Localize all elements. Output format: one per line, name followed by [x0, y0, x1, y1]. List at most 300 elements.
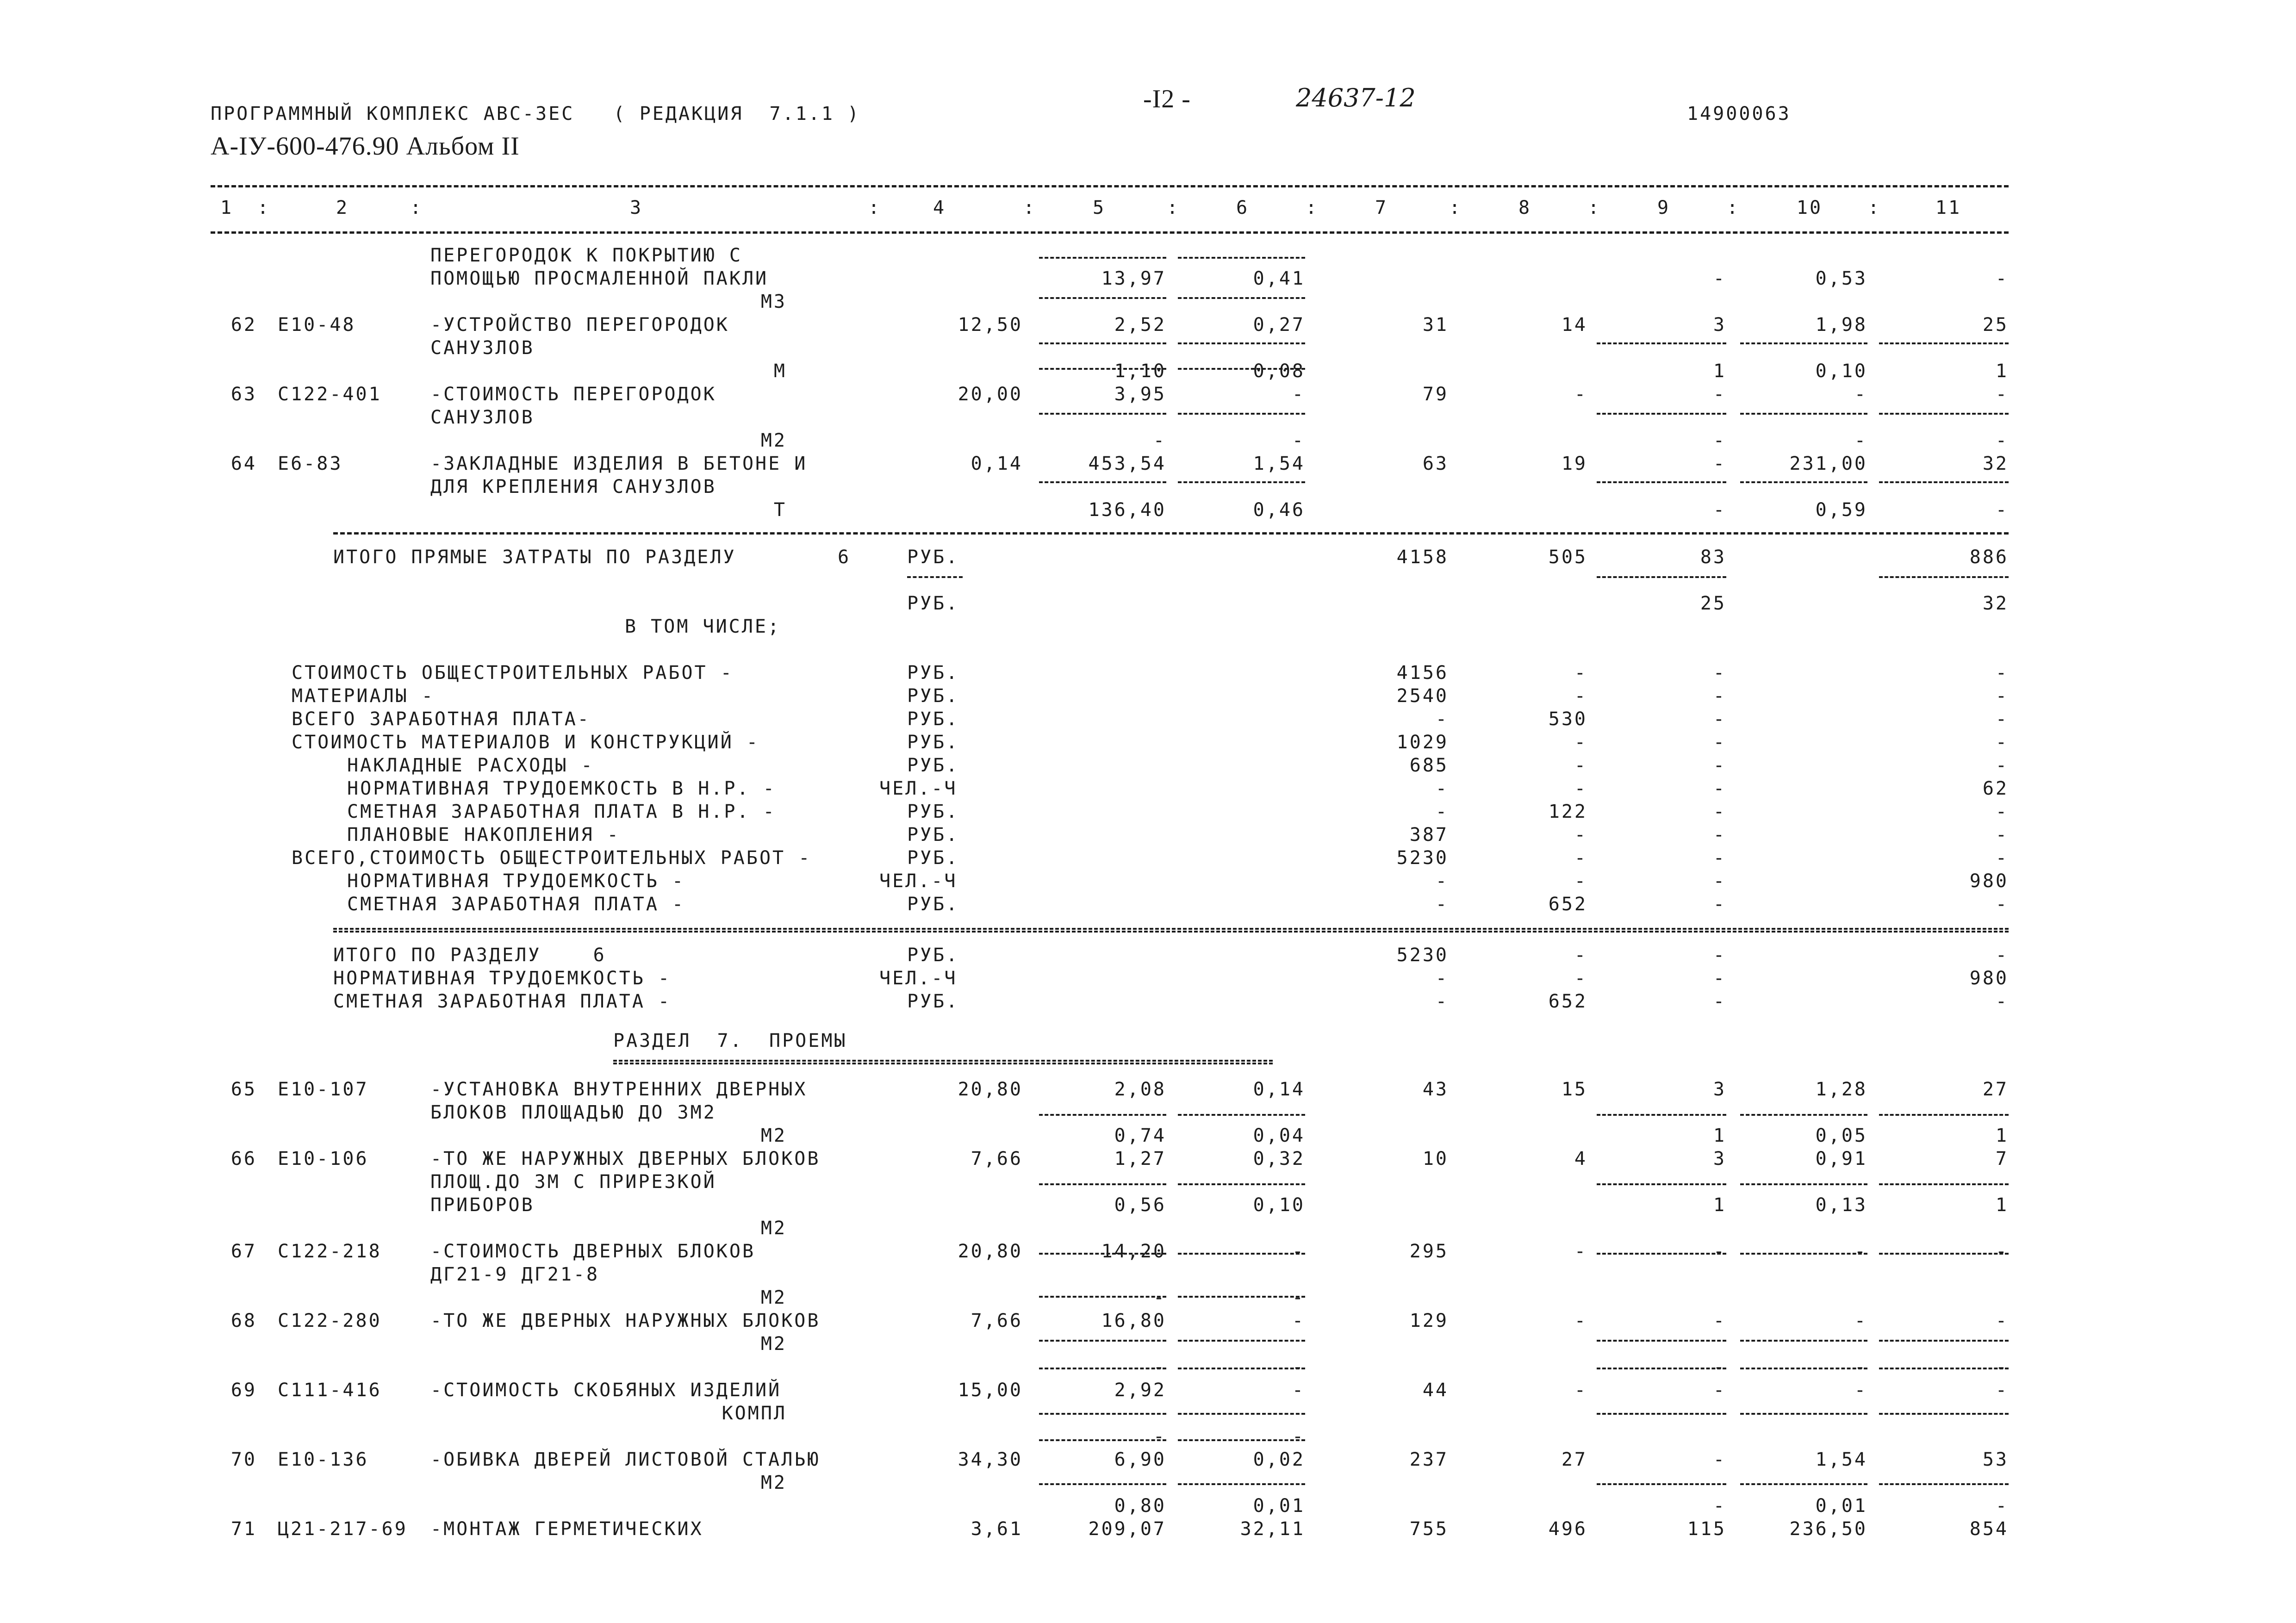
summary-c9: - — [1713, 685, 1726, 707]
dash-underline — [1178, 1253, 1305, 1255]
section-result-unit: ЧЕЛ.-Ч — [879, 968, 958, 989]
row7-c11: - — [1995, 1356, 2009, 1378]
row-code: Е6-83 — [278, 453, 343, 474]
row7-c8: - — [1574, 1380, 1587, 1401]
column-header-10: 10 — [1796, 197, 1823, 218]
summary-c9: - — [1713, 732, 1726, 753]
row7-c6: - — [1292, 1356, 1305, 1378]
column-separator: : — [410, 197, 423, 218]
dash-underline — [1039, 413, 1166, 415]
summary-c8: - — [1574, 871, 1587, 892]
row7-c8: - — [1574, 1310, 1587, 1331]
dash-underline — [1740, 1183, 1867, 1185]
row7-code: Е10-136 — [278, 1449, 369, 1470]
row7-number: 71 — [230, 1518, 257, 1540]
row7-c6: - — [1292, 1380, 1305, 1401]
section-result-c11: - — [1995, 945, 2009, 966]
column-header-2: 2 — [336, 197, 349, 218]
row7-c10: 0,05 — [1815, 1125, 1867, 1146]
row-c5: 13,97 — [1101, 268, 1166, 289]
summary-label: ПЛАНОВЫЕ НАКОПЛЕНИЯ - — [347, 824, 620, 846]
row7-c5: 1,27 — [1114, 1148, 1166, 1169]
section-result-label: СМЕТНАЯ ЗАРАБОТНАЯ ПЛАТА - — [333, 991, 672, 1012]
row7-description: БЛОКОВ ПЛОЩАДЬЮ ДО 3М2 — [430, 1102, 716, 1123]
summary-c8: 652 — [1548, 894, 1587, 915]
row7-c11: 854 — [1969, 1518, 2009, 1540]
dash-underline — [1039, 368, 1166, 370]
program-title: ПРОГРАММНЫЙ КОМПЛЕКС АВС-3ЕС ( РЕДАКЦИЯ 7.1.1 ) — [211, 103, 861, 124]
row7-c10: - — [1854, 1241, 1867, 1262]
row7-c6: - — [1292, 1426, 1305, 1447]
row-c11: 25 — [1982, 314, 2009, 336]
dash-underline — [1178, 1183, 1305, 1185]
summary-label: МАТЕРИАЛЫ - — [292, 685, 435, 707]
summary-unit: ЧЕЛ.-Ч — [879, 778, 958, 799]
section-total-2-c11: 32 — [1982, 593, 2009, 614]
summary-c7: 1029 — [1396, 732, 1449, 753]
row7-description: -ТО ЖЕ ДВЕРНЫХ НАРУЖНЫХ БЛОКОВ — [430, 1310, 821, 1331]
row-c5: - — [1153, 430, 1166, 451]
row7-c4: 20,80 — [958, 1241, 1023, 1262]
dash-underline — [1597, 1483, 1726, 1485]
row7-c5: - — [1153, 1426, 1166, 1447]
row7-c4: 34,30 — [958, 1449, 1023, 1470]
dash-underline — [1597, 1413, 1726, 1415]
dash-underline — [1740, 1368, 1867, 1369]
row7-c5: 0,80 — [1114, 1495, 1166, 1517]
row7-c7: 44 — [1422, 1380, 1449, 1401]
section-total-unit-2: РУБ. — [907, 593, 959, 614]
row7-c6: 0,32 — [1253, 1148, 1305, 1169]
section-result-label: ИТОГО ПО РАЗДЕЛУ 6 — [333, 945, 606, 966]
dash-underline — [1178, 1413, 1305, 1415]
summary-label: СТОИМОСТЬ ОБЩЕСТРОИТЕЛЬНЫХ РАБОТ - — [292, 662, 734, 684]
summary-c9: - — [1713, 894, 1726, 915]
summary-label: ВСЕГО,СТОИМОСТЬ ОБЩЕСТРОИТЕЛЬНЫХ РАБОТ - — [292, 847, 812, 869]
summary-c8: - — [1574, 662, 1587, 684]
dash-underline — [1740, 413, 1867, 415]
summary-c8: - — [1574, 685, 1587, 707]
summary-c9: - — [1713, 709, 1726, 730]
row-c6: - — [1292, 430, 1305, 451]
row7-description: ПРИБОРОВ — [430, 1194, 535, 1216]
row7-number: 66 — [230, 1148, 257, 1169]
summary-c9: - — [1713, 801, 1726, 822]
dash-underline — [1178, 481, 1305, 483]
row7-c5: - — [1153, 1356, 1166, 1378]
row7-c7: 43 — [1422, 1079, 1449, 1100]
row7-c11: 1 — [1995, 1125, 2009, 1146]
column-separator: : — [1449, 197, 1462, 218]
row7-c5: 6,90 — [1114, 1449, 1166, 1470]
row7-c4: 3,61 — [971, 1518, 1023, 1540]
row7-description: ДГ21-9 ДГ21-8 — [430, 1264, 600, 1285]
row7-c5: - — [1153, 1287, 1166, 1308]
row7-description: -ОБИВКА ДВЕРЕЙ ЛИСТОВОЙ СТАЛЬЮ — [430, 1449, 821, 1470]
row-c4: 20,00 — [958, 384, 1023, 405]
row7-c4: 15,00 — [958, 1380, 1023, 1401]
row7-c9: - — [1713, 1241, 1726, 1262]
section-result-c9: - — [1713, 991, 1726, 1012]
row-c10: - — [1854, 430, 1867, 451]
column-separator: : — [1867, 197, 1881, 218]
row7-number: 68 — [230, 1310, 257, 1331]
summary-unit: РУБ. — [907, 894, 959, 915]
row-c10: - — [1854, 384, 1867, 405]
row7-c11: - — [1995, 1241, 2009, 1262]
summary-c8: 122 — [1548, 801, 1587, 822]
section-total-label: ИТОГО ПРЯМЫЕ ЗАТРАТЫ ПО РАЗДЕЛУ — [333, 547, 736, 568]
dash-underline — [1879, 1368, 2009, 1369]
dash-underline — [1178, 1483, 1305, 1485]
row7-c10: - — [1854, 1356, 1867, 1378]
summary-label: СМЕТНАЯ ЗАРАБОТНАЯ ПЛАТА В Н.Р. - — [347, 801, 776, 822]
row-c6: 0,46 — [1253, 499, 1305, 521]
row7-c6: 32,11 — [1240, 1518, 1305, 1540]
row-c11: - — [1995, 384, 2009, 405]
summary-c11: - — [1995, 824, 2009, 846]
row7-number: 70 — [230, 1449, 257, 1470]
summary-unit: РУБ. — [907, 801, 959, 822]
dash-underline — [1178, 1368, 1305, 1369]
column-separator: : — [1726, 197, 1740, 218]
row7-unit: М2 — [760, 1125, 787, 1146]
summary-label: ВСЕГО ЗАРАБОТНАЯ ПЛАТА- — [292, 709, 591, 730]
row7-c6: 0,14 — [1253, 1079, 1305, 1100]
dash-underline — [1597, 576, 1726, 578]
row7-c6: 0,10 — [1253, 1194, 1305, 1216]
row7-c10: 1,54 — [1815, 1449, 1867, 1470]
row-c6: 0,41 — [1253, 268, 1305, 289]
summary-c7: - — [1435, 801, 1449, 822]
dash-underline — [1039, 1413, 1166, 1415]
header-rule-top — [211, 185, 2009, 187]
column-separator: : — [1166, 197, 1180, 218]
dash-underline — [1879, 413, 2009, 415]
row7-c9: 1 — [1713, 1125, 1726, 1146]
dash-underline — [1178, 1340, 1305, 1342]
row-number: 63 — [230, 384, 257, 405]
row-c10: 0,59 — [1815, 499, 1867, 521]
dash-underline — [1039, 1253, 1166, 1255]
row7-c8: 496 — [1548, 1518, 1587, 1540]
row7-c6: 0,01 — [1253, 1495, 1305, 1517]
section-7-underline — [613, 1060, 1273, 1064]
summary-c8: - — [1574, 824, 1587, 846]
row7-c5: 0,56 — [1114, 1194, 1166, 1216]
section-total-num: 6 — [838, 547, 851, 568]
row7-c8: 4 — [1574, 1148, 1587, 1169]
row7-c5: 2,08 — [1114, 1079, 1166, 1100]
summary-c8: - — [1574, 755, 1587, 776]
dash-underline — [1178, 297, 1305, 299]
summary-c7: 2540 — [1396, 685, 1449, 707]
row-c5: 453,54 — [1088, 453, 1166, 474]
summary-c7: 685 — [1409, 755, 1449, 776]
column-header-4: 4 — [933, 197, 946, 218]
row7-c10: - — [1854, 1380, 1867, 1401]
summary-label: СТОИМОСТЬ МАТЕРИАЛОВ И КОНСТРУКЦИЙ - — [292, 732, 759, 753]
row7-c10: 1,28 — [1815, 1079, 1867, 1100]
row7-description: -ТО ЖЕ НАРУЖНЫХ ДВЕРНЫХ БЛОКОВ — [430, 1148, 821, 1169]
row-c11: - — [1995, 430, 2009, 451]
row7-c10: 0,13 — [1815, 1194, 1867, 1216]
section-end-rule — [333, 928, 2009, 933]
row-c10: 0,10 — [1815, 361, 1867, 382]
section-result-c7: 5230 — [1396, 945, 1449, 966]
dash-underline — [1178, 368, 1305, 370]
row-description: ПОМОЩЬЮ ПРОСМАЛЕННОЙ ПАКЛИ — [430, 268, 769, 289]
summary-c7: 4156 — [1396, 662, 1449, 684]
section-result-c8: - — [1574, 968, 1587, 989]
row7-description: -УСТАНОВКА ВНУТРЕННИХ ДВЕРНЫХ — [430, 1079, 808, 1100]
column-header-11: 11 — [1935, 197, 1962, 218]
summary-unit: РУБ. — [907, 709, 959, 730]
section-total-unit: РУБ. — [907, 547, 959, 568]
row7-unit: М2 — [760, 1287, 787, 1308]
dash-underline — [1039, 481, 1166, 483]
row7-c8: - — [1574, 1241, 1587, 1262]
row7-c11: 27 — [1982, 1079, 2009, 1100]
row7-c4: 7,66 — [971, 1148, 1023, 1169]
section-result-label: НОРМАТИВНАЯ ТРУДОЕМКОСТЬ - — [333, 968, 672, 989]
row-c9: - — [1713, 268, 1726, 289]
summary-c9: - — [1713, 824, 1726, 846]
summary-c7: - — [1435, 871, 1449, 892]
row-c5: 2,52 — [1114, 314, 1166, 336]
column-header-3: 3 — [629, 197, 643, 218]
row7-code: С122-218 — [278, 1241, 382, 1262]
row-c5: 1,10 — [1114, 361, 1166, 382]
summary-c9: - — [1713, 778, 1726, 799]
row7-description: ПЛОЩ.ДО 3М С ПРИРЕЗКОЙ — [430, 1171, 716, 1193]
dash-underline — [1039, 1114, 1166, 1116]
row-c7: 31 — [1422, 314, 1449, 336]
row7-c5: 14,20 — [1101, 1241, 1166, 1262]
row-code: С122-401 — [278, 384, 382, 405]
dash-underline — [1597, 1340, 1726, 1342]
row-c8: 19 — [1561, 453, 1587, 474]
summary-c11: 980 — [1969, 871, 2009, 892]
dash-underline — [1178, 342, 1305, 344]
row7-code: С111-416 — [278, 1380, 382, 1401]
row-code: Е10-48 — [278, 314, 356, 336]
section-result-c11: - — [1995, 991, 2009, 1012]
row-c4: 12,50 — [958, 314, 1023, 336]
dash-underline — [1740, 1114, 1867, 1116]
row-unit: Т — [773, 499, 787, 521]
summary-unit: РУБ. — [907, 824, 959, 846]
summary-c11: - — [1995, 732, 2009, 753]
dash-underline — [1879, 1183, 2009, 1185]
dash-underline — [1597, 1183, 1726, 1185]
summary-c11: - — [1995, 801, 2009, 822]
summary-c9: - — [1713, 871, 1726, 892]
row-c9: - — [1713, 384, 1726, 405]
row7-c9: - — [1713, 1356, 1726, 1378]
dash-underline — [1597, 1253, 1726, 1255]
row7-number: 65 — [230, 1079, 257, 1100]
summary-c11: - — [1995, 662, 2009, 684]
dash-underline — [1740, 342, 1867, 344]
column-separator: : — [1023, 197, 1037, 218]
row7-c4: 20,80 — [958, 1079, 1023, 1100]
summary-c11: - — [1995, 709, 2009, 730]
dash-underline — [1039, 342, 1166, 344]
column-header-9: 9 — [1657, 197, 1671, 218]
row7-c11: - — [1995, 1380, 2009, 1401]
dash-underline — [1879, 1253, 2009, 1255]
album-title: А-IУ-600-476.90 Альбом II — [211, 132, 520, 161]
row-c6: 0,08 — [1253, 361, 1305, 382]
section-result-c9: - — [1713, 945, 1726, 966]
summary-c11: - — [1995, 755, 2009, 776]
summary-c11: - — [1995, 847, 2009, 869]
dash-underline — [1039, 1483, 1166, 1485]
section-total-c9: 83 — [1700, 547, 1726, 568]
summary-unit: ЧЕЛ.-Ч — [879, 871, 958, 892]
row7-c8: 15 — [1561, 1079, 1587, 1100]
row-c11: - — [1995, 499, 2009, 521]
row7-c5: 0,74 — [1114, 1125, 1166, 1146]
row-c5: 3,95 — [1114, 384, 1166, 405]
dash-underline — [1178, 1296, 1305, 1298]
row7-c9: 1 — [1713, 1194, 1726, 1216]
row7-c6: - — [1292, 1310, 1305, 1331]
dash-underline — [1597, 342, 1726, 344]
row-unit: М3 — [760, 291, 787, 312]
row-c9: - — [1713, 499, 1726, 521]
section-total-c8: 505 — [1548, 547, 1587, 568]
summary-c7: 5230 — [1396, 847, 1449, 869]
summary-c9: - — [1713, 662, 1726, 684]
row-c10: 231,00 — [1789, 453, 1867, 474]
row-description: САНУЗЛОВ — [430, 337, 535, 359]
section-total-rule — [333, 532, 2009, 535]
summary-c7: 387 — [1409, 824, 1449, 846]
row7-unit: М2 — [760, 1333, 787, 1355]
dash-underline — [1039, 1439, 1166, 1441]
row-c11: - — [1995, 268, 2009, 289]
column-header-7: 7 — [1375, 197, 1388, 218]
dash-underline — [1597, 481, 1726, 483]
dash-underline — [907, 576, 963, 578]
row7-c6: - — [1292, 1241, 1305, 1262]
dash-underline — [1879, 1340, 2009, 1342]
row7-c11: 53 — [1982, 1449, 2009, 1470]
row-c5: 136,40 — [1088, 499, 1166, 521]
row7-number: 67 — [230, 1241, 257, 1262]
summary-unit: РУБ. — [907, 847, 959, 869]
dash-underline — [1597, 1114, 1726, 1116]
row-description: ПЕРЕГОРОДОК К ПОКРЫТИЮ С — [430, 245, 742, 266]
row7-c9: 3 — [1713, 1079, 1726, 1100]
dash-underline — [1039, 297, 1166, 299]
row7-c6: - — [1292, 1287, 1305, 1308]
row-c6: - — [1292, 384, 1305, 405]
summary-unit: РУБ. — [907, 662, 959, 684]
dash-underline — [1740, 1413, 1867, 1415]
summary-c11: 62 — [1982, 778, 2009, 799]
dash-underline — [1740, 1253, 1867, 1255]
row7-c10: 0,91 — [1815, 1148, 1867, 1169]
dash-underline — [1740, 1340, 1867, 1342]
row7-unit: КОМПЛ — [722, 1403, 787, 1424]
row7-c11: 7 — [1995, 1148, 2009, 1169]
dash-underline — [1039, 1368, 1166, 1369]
row7-c4: 7,66 — [971, 1310, 1023, 1331]
dash-underline — [1039, 1183, 1166, 1185]
row-description: -УСТРОЙСТВО ПЕРЕГОРОДОК — [430, 314, 729, 336]
section-total-c11: 886 — [1969, 547, 2009, 568]
row7-unit: М2 — [760, 1472, 787, 1493]
row7-c6: 0,02 — [1253, 1449, 1305, 1470]
dash-underline — [1879, 576, 2009, 578]
row7-c9: - — [1713, 1380, 1726, 1401]
row7-description: -МОНТАЖ ГЕРМЕТИЧЕСКИХ — [430, 1518, 703, 1540]
summary-c9: - — [1713, 755, 1726, 776]
dash-underline — [1879, 1483, 2009, 1485]
row-c9: - — [1713, 453, 1726, 474]
row-c11: 32 — [1982, 453, 2009, 474]
dash-underline — [1879, 1413, 2009, 1415]
row7-description: -СТОИМОСТЬ ДВЕРНЫХ БЛОКОВ — [430, 1241, 756, 1262]
column-separator: : — [868, 197, 882, 218]
dash-underline — [1178, 1114, 1305, 1116]
summary-c7: - — [1435, 894, 1449, 915]
row7-c9: - — [1713, 1310, 1726, 1331]
row7-c7: 237 — [1409, 1449, 1449, 1470]
row-unit: М — [773, 361, 787, 382]
row7-description: -СТОИМОСТЬ СКОБЯНЫХ ИЗДЕЛИЙ — [430, 1380, 782, 1401]
row-description: САНУЗЛОВ — [430, 407, 535, 428]
section-total-2-c9: 25 — [1700, 593, 1726, 614]
dash-underline — [1178, 413, 1305, 415]
row-c8: - — [1574, 384, 1587, 405]
row7-c11: - — [1995, 1310, 2009, 1331]
dash-underline — [1740, 481, 1867, 483]
section-result-unit: РУБ. — [907, 945, 959, 966]
summary-c8: - — [1574, 847, 1587, 869]
row-c9: 3 — [1713, 314, 1726, 336]
row7-c9: 3 — [1713, 1148, 1726, 1169]
summary-unit: РУБ. — [907, 685, 959, 707]
summary-label: НАКЛАДНЫЕ РАСХОДЫ - — [347, 755, 594, 776]
summary-c9: - — [1713, 847, 1726, 869]
row7-c5: 209,07 — [1088, 1518, 1166, 1540]
row-c9: 1 — [1713, 361, 1726, 382]
section-result-c8: - — [1574, 945, 1587, 966]
dash-underline — [1039, 257, 1166, 259]
summary-unit: РУБ. — [907, 755, 959, 776]
row-description: ДЛЯ КРЕПЛЕНИЯ САНУЗЛОВ — [430, 476, 716, 497]
column-header-6: 6 — [1236, 197, 1250, 218]
section-7-title: РАЗДЕЛ 7. ПРОЕМЫ — [613, 1030, 847, 1051]
row7-c7: 295 — [1409, 1241, 1449, 1262]
column-separator: : — [1305, 197, 1319, 218]
row7-c9: 115 — [1687, 1518, 1726, 1540]
row7-c8: 27 — [1561, 1449, 1587, 1470]
dash-underline — [1879, 481, 2009, 483]
summary-label: НОРМАТИВНАЯ ТРУДОЕМКОСТЬ В Н.Р. - — [347, 778, 776, 799]
row7-c11: 1 — [1995, 1194, 2009, 1216]
row7-c9: - — [1713, 1449, 1726, 1470]
row7-c9: - — [1713, 1495, 1726, 1517]
section-result-c8: 652 — [1548, 991, 1587, 1012]
row7-c7: 755 — [1409, 1518, 1449, 1540]
section-result-unit: РУБ. — [907, 991, 959, 1012]
summary-c8: - — [1574, 732, 1587, 753]
